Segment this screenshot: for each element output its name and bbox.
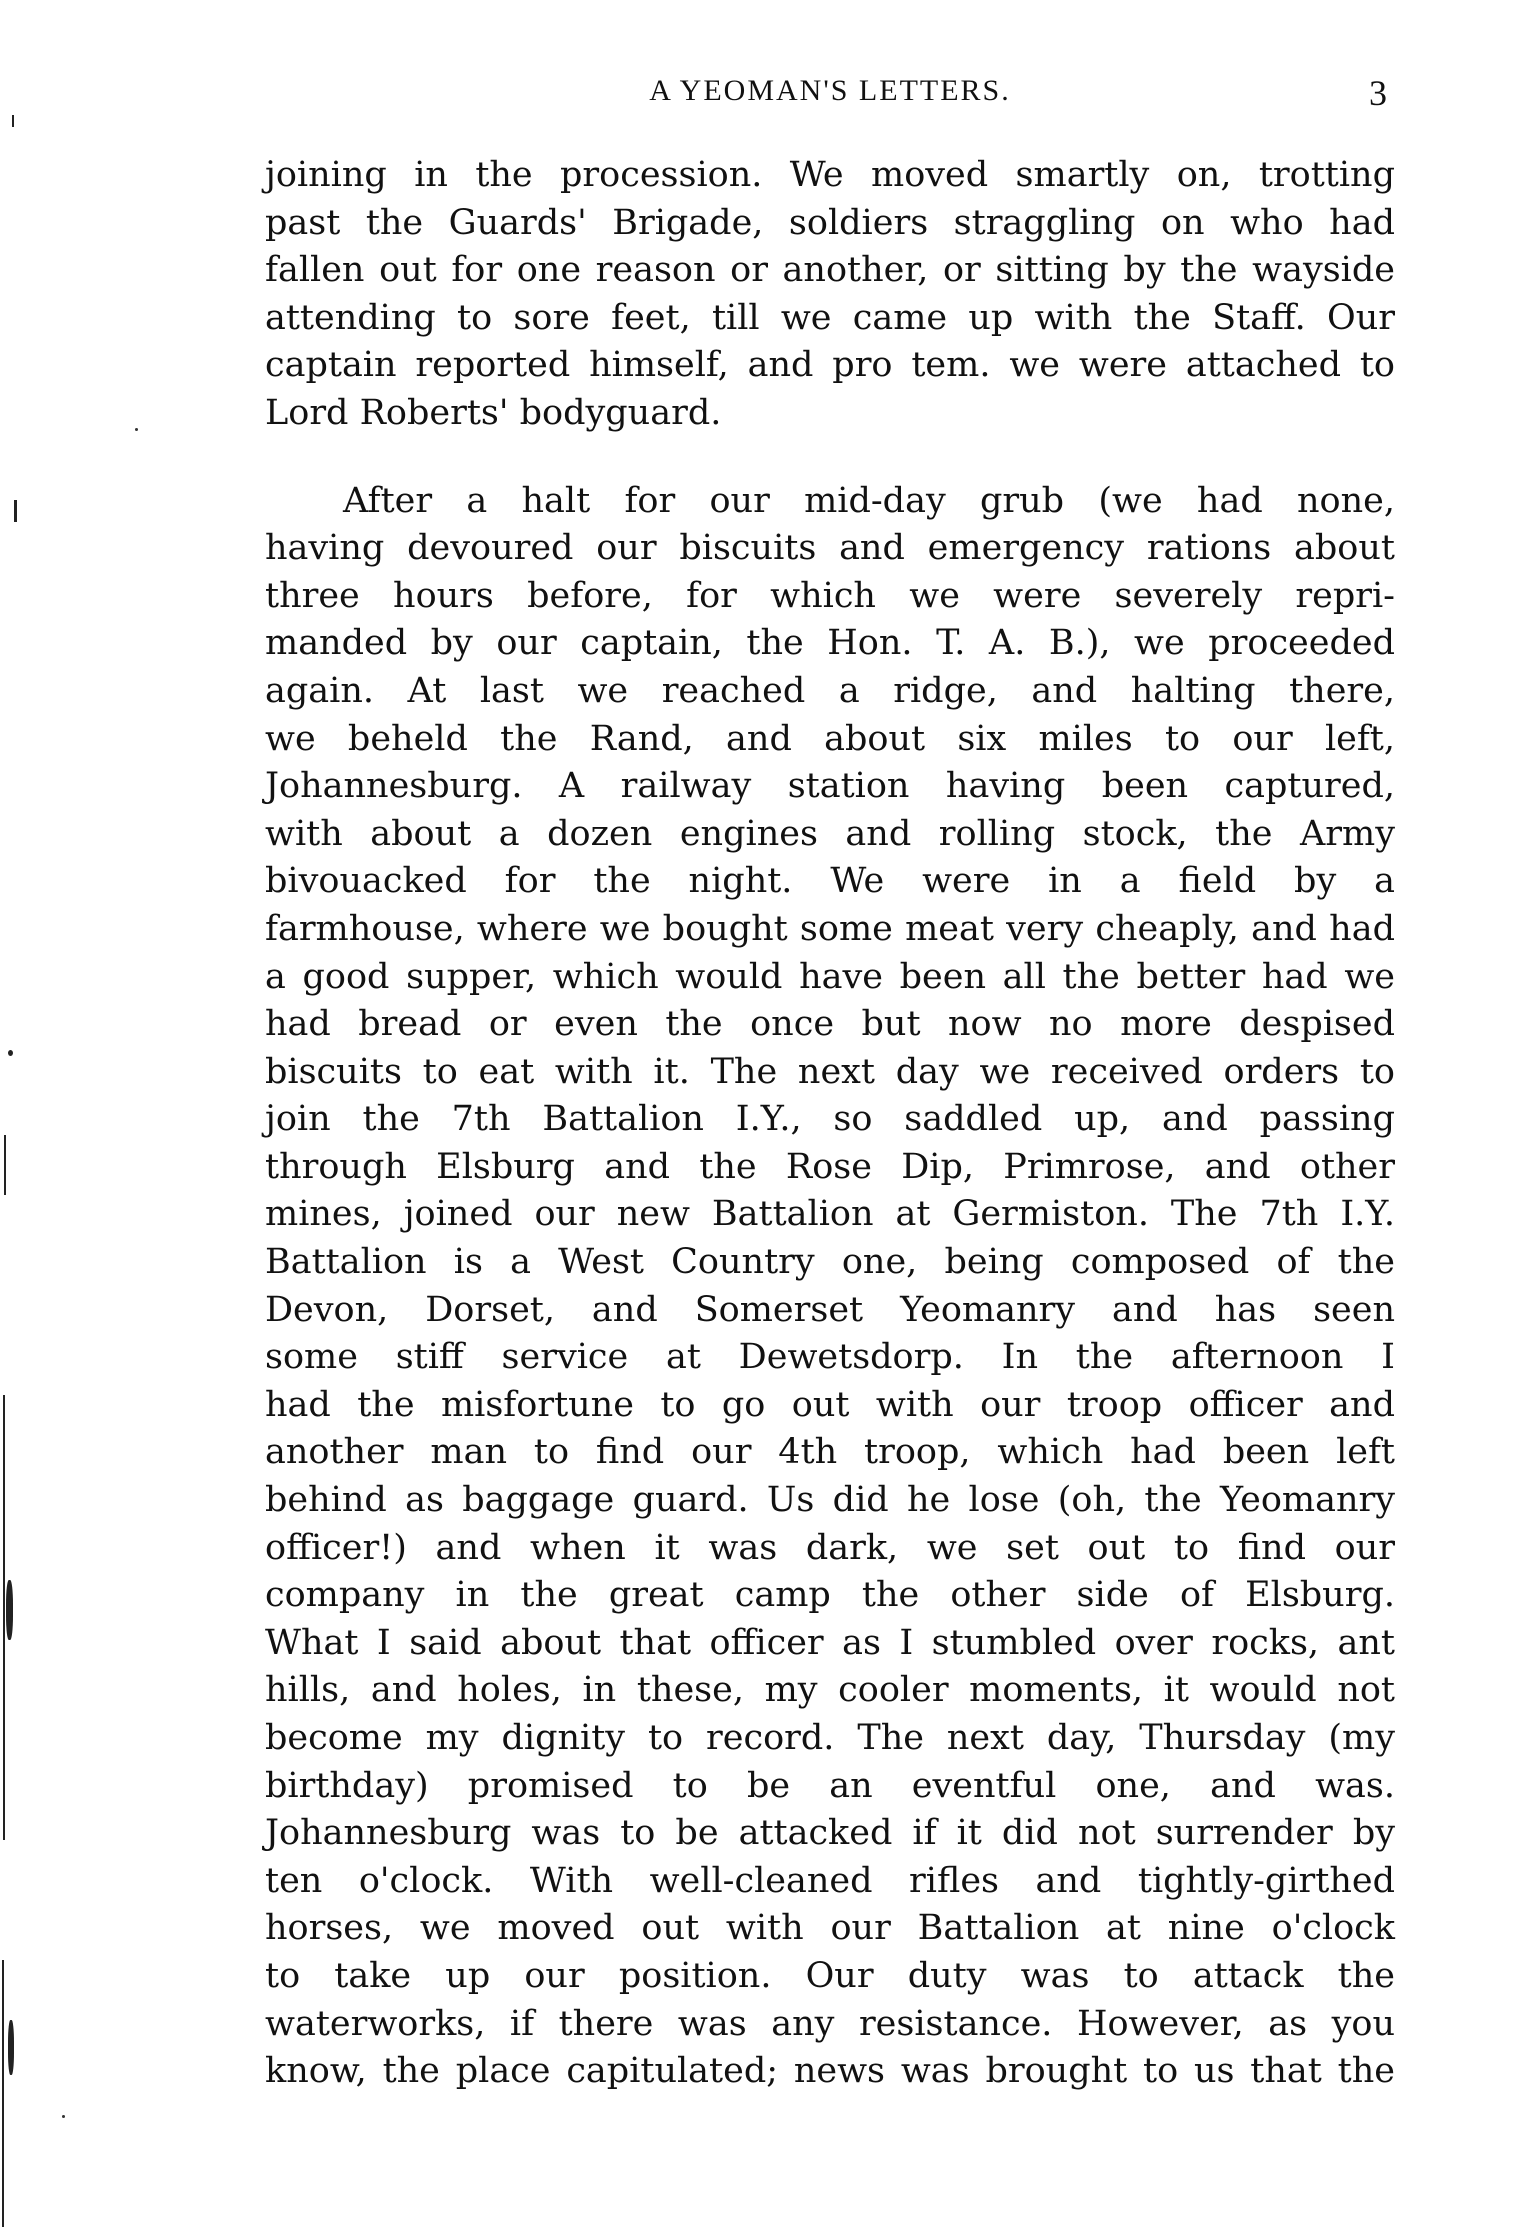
running-title: A YEOMAN'S LETTERS. xyxy=(649,74,1011,107)
gutter-mark xyxy=(3,1395,5,1840)
text-line: Devon, Dorset, and Somerset Yeomanry and has seen xyxy=(265,1289,1395,1330)
text-line: three hours before, for which we were severely repri- xyxy=(265,575,1395,616)
text-line: joining in the procession. We moved smartly on, trotting xyxy=(265,155,1395,195)
gutter-mark xyxy=(12,115,14,127)
text-line: mines, joined our new Battalion at Germiston. The 7th I.Y. xyxy=(265,1194,1395,1235)
running-head xyxy=(265,72,1395,120)
text-line: become my dignity to record. The next day, Thursday (my xyxy=(265,1718,1395,1758)
text-line: company in the great camp the other side of Elsburg. xyxy=(265,1575,1395,1616)
gutter-mark xyxy=(8,1050,13,1056)
paragraph-1 xyxy=(265,152,1395,438)
text-line: waterworks, if there was any resistance. However, as you xyxy=(265,2003,1395,2044)
text-line: past the Guards' Brigade, soldiers straggling on who had xyxy=(265,202,1395,243)
text-line: had bread or even the once but now no more despised xyxy=(265,1004,1395,1045)
text-line: Johannesburg. A railway station having been captured, xyxy=(265,766,1395,807)
text-line: What I said about that officer as I stumbled over rocks, ant xyxy=(265,1622,1395,1663)
text-line: to take up our position. Our duty was to attack the xyxy=(265,1955,1395,1996)
text-line: another man to find our 4th troop, which had been left xyxy=(265,1432,1395,1473)
text-line: ten o'clock. With well-cleaned rifles and tightly-girthed xyxy=(265,1860,1395,1901)
paragraph-2 xyxy=(265,478,1395,2096)
text-line: attending to sore feet, till we came up with the Staff. Our xyxy=(265,297,1395,338)
text-line: bivouacked for the night. We were in a field by a xyxy=(265,861,1395,902)
gutter-mark xyxy=(6,1580,13,1640)
text-line: hills, and holes, in these, my cooler moments, it would not xyxy=(265,1670,1395,1711)
text-line: having devoured our biscuits and emergency rations about xyxy=(265,528,1395,569)
text-line: with about a dozen engines and rolling stock, the Army xyxy=(265,813,1395,854)
text-line: fallen out for one reason or another, or sitting by the wayside xyxy=(265,250,1395,291)
text-line: join the 7th Battalion I.Y., so saddled up, and passing xyxy=(265,1099,1395,1140)
text-line: a good supper, which would have been all the better had we xyxy=(265,956,1395,997)
body-text xyxy=(265,152,1395,2096)
speck xyxy=(62,2115,65,2118)
text-line: again. At last we reached a ridge, and halting there, xyxy=(265,670,1395,711)
text-line: After a halt for our mid-day grub (we had none, xyxy=(343,480,1395,521)
text-line: farmhouse, where we bought some meat very cheaply, and had xyxy=(265,908,1395,949)
text-line: Johannesburg was to be attacked if it did not surrender by xyxy=(265,1813,1395,1854)
text-line: know, the place capitulated; news was brought to us that the xyxy=(265,2051,1395,2092)
text-line: Battalion is a West Country one, being composed of the xyxy=(265,1242,1395,1283)
text-line: officer!) and when it was dark, we set out to find our xyxy=(265,1527,1395,1568)
text-line: through Elsburg and the Rose Dip, Primrose, and other xyxy=(265,1146,1395,1187)
text-line: horses, we moved out with our Battalion at nine o'clock xyxy=(265,1908,1395,1949)
gutter-mark xyxy=(4,1135,6,1195)
text-line: some stiff service at Dewetsdorp. In the afternoon I xyxy=(265,1337,1395,1378)
gutter-mark xyxy=(8,2020,14,2075)
gutter-mark xyxy=(14,500,17,522)
text-line: birthday) promised to be an eventful one, and was. xyxy=(265,1765,1395,1806)
text-line: behind as baggage guard. Us did he lose (oh, the Yeomanry xyxy=(265,1480,1395,1521)
speck xyxy=(135,428,138,431)
text-line: Lord Roberts' bodyguard. xyxy=(265,392,722,433)
text-line: manded by our captain, the Hon. T. A. B.), we proceeded xyxy=(265,623,1395,664)
text-line: we beheld the Rand, and about six miles to our left, xyxy=(265,718,1395,759)
text-line: biscuits to eat with it. The next day we received orders to xyxy=(265,1051,1395,1092)
page-number: 3 xyxy=(1369,73,1387,113)
text-line: captain reported himself, and pro tem. we were attached to xyxy=(265,345,1395,386)
gutter-mark xyxy=(2,1960,4,2227)
text-line: had the misfortune to go out with our troop officer and xyxy=(265,1384,1395,1425)
